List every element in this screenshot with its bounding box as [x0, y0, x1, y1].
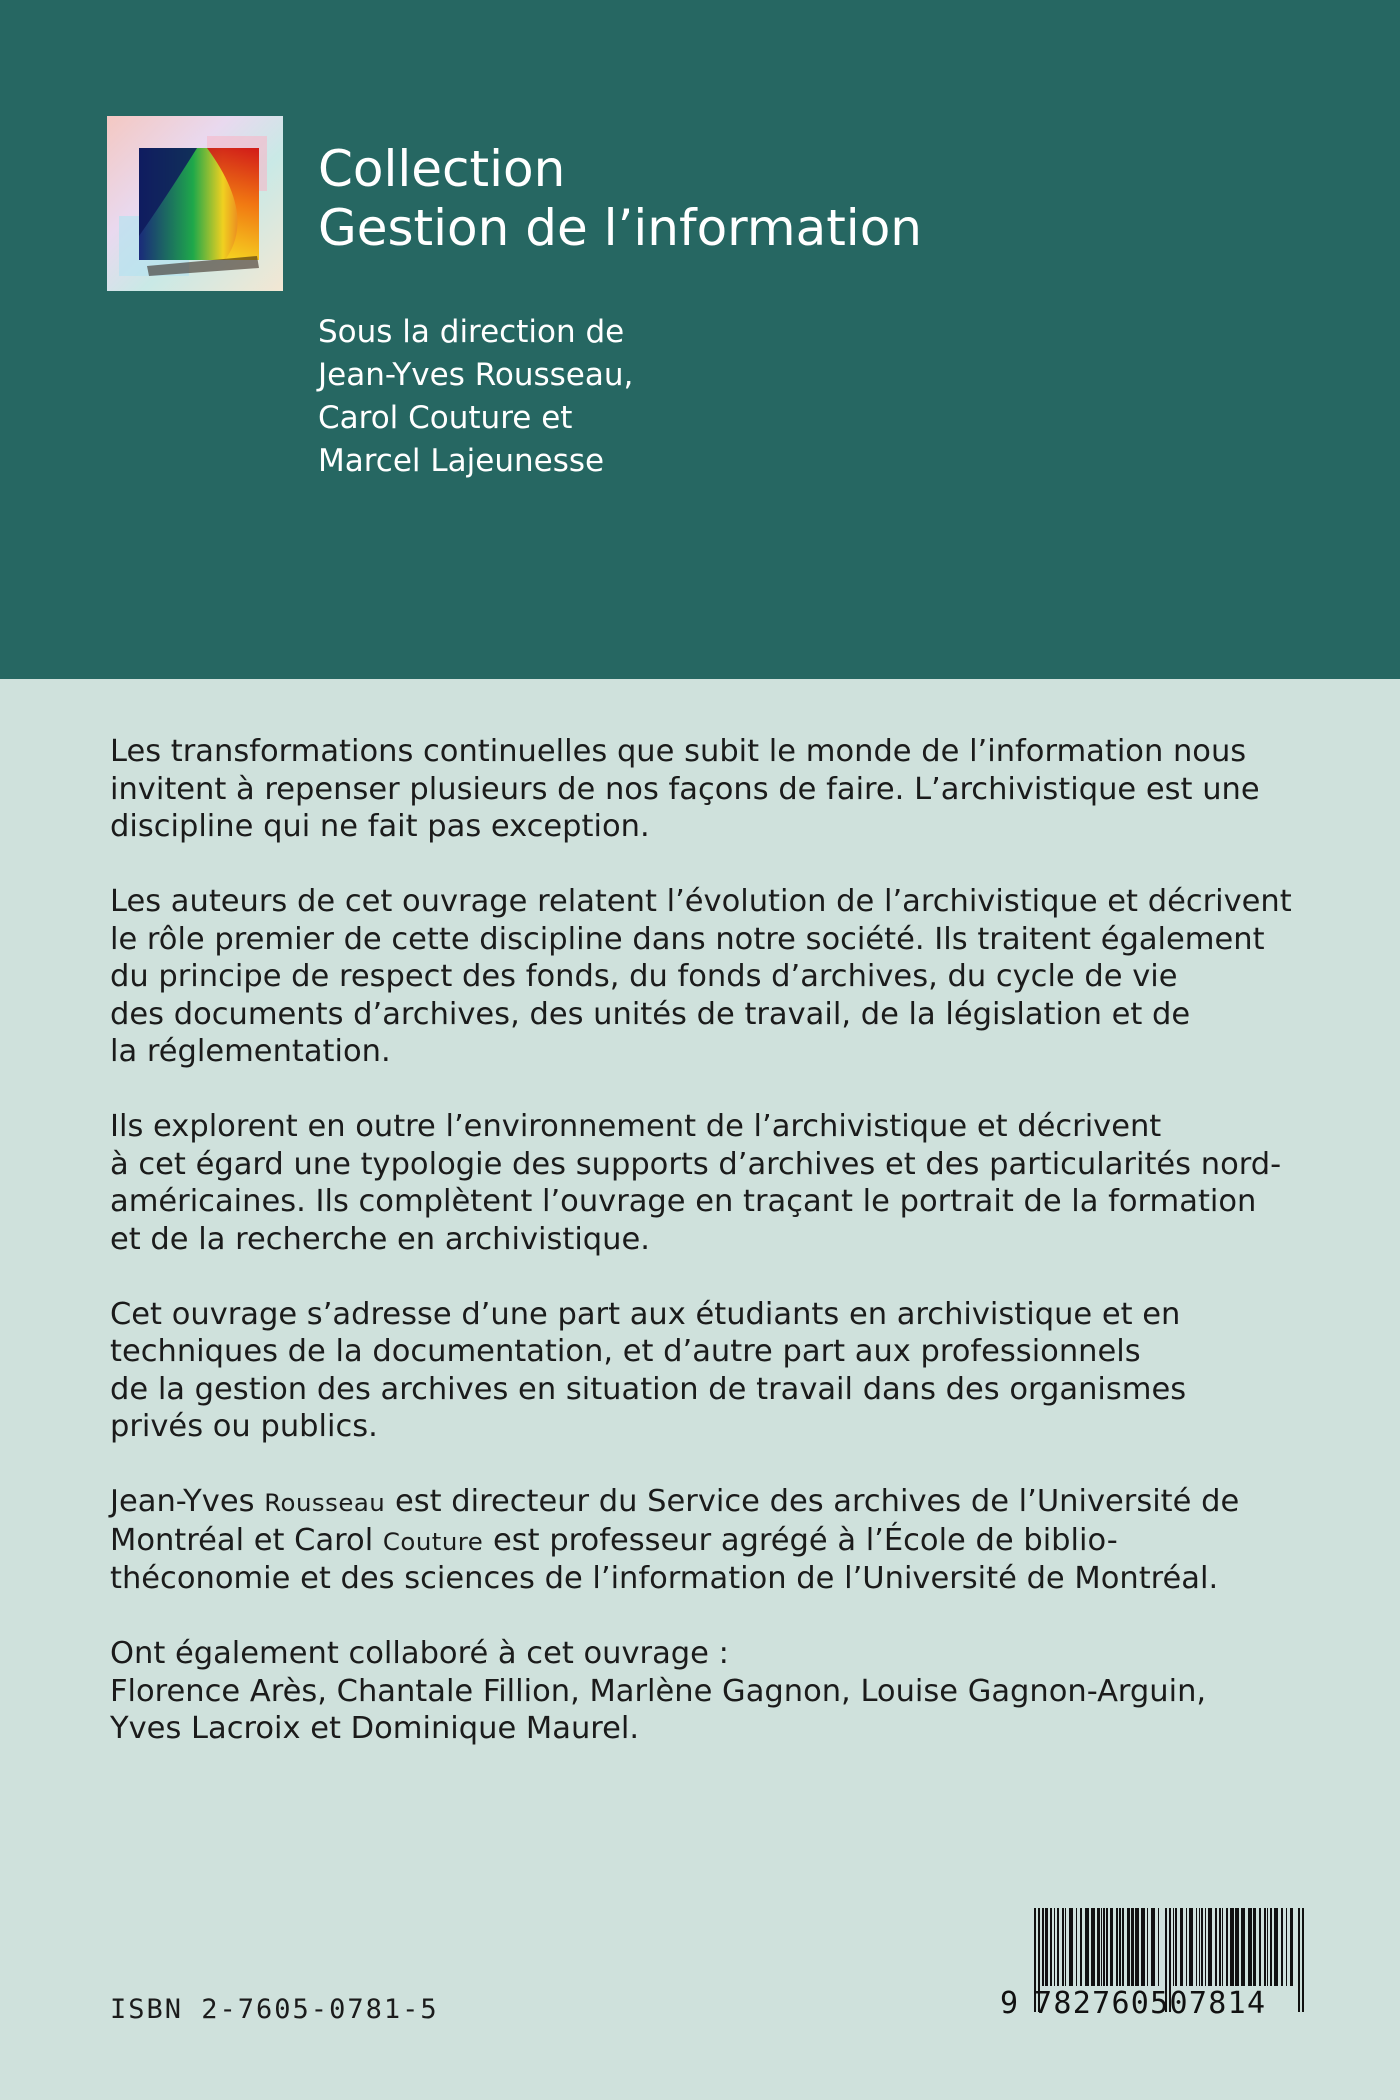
barcode-bar: [1267, 1908, 1268, 1986]
text-line: invitent à repenser plusieurs de nos façons de faire. L’archivistique est une: [110, 771, 1260, 807]
paragraph-content: [110, 883, 1302, 1071]
barcode-bar: [1180, 1908, 1183, 1986]
text-line: [110, 1522, 1302, 1561]
barcode-bar: [1054, 1908, 1055, 1986]
text-line: discipline qui ne fait pas exception.: [110, 809, 650, 844]
barcode-bar: [1253, 1908, 1256, 1986]
text-line: américaines. Ils complètent l’ouvrage en traçant le portrait de la formation: [110, 1184, 1257, 1219]
barcode-bar: [1222, 1908, 1223, 1986]
barcode-bar: [1201, 1908, 1203, 1986]
barcode-bar: [1050, 1908, 1052, 1986]
paragraph-collaborators: [110, 1635, 1302, 1748]
author-surname: Couture: [382, 1526, 484, 1556]
collection-title: [318, 140, 922, 258]
barcode-bar: [1057, 1908, 1059, 1986]
barcode-number: 782760507814: [1034, 1986, 1267, 2021]
barcode-bar: [1062, 1908, 1064, 1986]
barcode-bar: [1141, 1908, 1145, 1986]
barcode-bar: [1106, 1908, 1108, 1986]
text-line: théconomie et des sciences de l’information de l’Université de Montréal.: [110, 1561, 1219, 1596]
collection-logo: [107, 116, 283, 291]
barcode-bar: [1101, 1908, 1102, 1986]
directors-line: Sous la direction de: [318, 314, 625, 350]
barcode-bar: [1199, 1908, 1200, 1986]
barcode-bar: [1248, 1908, 1252, 1986]
barcode-bar: [1158, 1908, 1159, 1986]
text-line: techniques de la documentation, et d’autre part aux professionnels: [110, 1334, 1141, 1369]
text-line: privés ou publics.: [110, 1409, 378, 1444]
text-line: la réglementation.: [110, 1034, 391, 1069]
barcode-bar: [1205, 1908, 1206, 1986]
text-run: est professeur agrégé à l’École de biblio-: [483, 1522, 1118, 1558]
barcode-bar: [1215, 1908, 1217, 1986]
barcode-bar: [1219, 1908, 1221, 1986]
barcode-bar: [1281, 1908, 1283, 1986]
barcode-bar: [1076, 1908, 1077, 1986]
directors-block: [318, 311, 633, 483]
paragraph-audience: [110, 1296, 1302, 1446]
isbn-number: ISBN 2-7605-0781-5: [110, 1994, 439, 2025]
barcode-bar: [1264, 1908, 1266, 1986]
barcode-bar: [1274, 1908, 1278, 1986]
barcode-guard-bar: [1302, 1908, 1304, 2012]
barcode-bar: [1186, 1908, 1187, 1986]
text-line: de la gestion des archives en situation de travail dans des organismes: [110, 1371, 1187, 1407]
barcode-bar: [1151, 1908, 1155, 1986]
text-line: Les transformations continuelles que subit le monde de l’information nous: [110, 734, 1247, 769]
barcode-bar: [1116, 1908, 1118, 1986]
paragraph-authors: [110, 1483, 1302, 1598]
barcode-bar: [1241, 1908, 1245, 1986]
barcode-bar: [1069, 1908, 1073, 1986]
barcode-bar: [1226, 1908, 1228, 1986]
barcode-bar: [1230, 1908, 1234, 1986]
barcode-bar: [1147, 1908, 1148, 1986]
directors-line: Carol Couture et: [318, 400, 573, 436]
text-line: des documents d’archives, des unités de travail, de la législation et de: [110, 996, 1191, 1032]
barcode-bar: [1065, 1908, 1066, 1986]
barcode-bar: [1189, 1908, 1193, 1986]
text-line: Les auteurs de cet ouvrage relatent l’évolution de l’archivistique et décrivent: [110, 884, 1292, 919]
paragraph-environment: [110, 1108, 1302, 1258]
text-line: le rôle premier de cette discipline dans notre société. Ils traitent également: [110, 921, 1265, 957]
text-line: Ont également collaboré à cet ouvrage :: [110, 1636, 729, 1671]
barcode-bar: [1290, 1908, 1293, 1986]
text-run: Montréal et Carol: [110, 1522, 383, 1558]
barcode-bar: [1175, 1908, 1177, 1986]
barcode-bar: [1208, 1908, 1212, 1986]
barcode-first-digit: 9: [1000, 1986, 1019, 2021]
barcode-bar: [1103, 1908, 1105, 1986]
barcode-bar: [1235, 1908, 1239, 1986]
back-cover-text: [110, 733, 1302, 1748]
text-run: Jean-Yves: [110, 1484, 265, 1519]
barcode-bar: [1286, 1908, 1287, 1986]
barcode-bar: [1196, 1908, 1197, 1986]
text-line: Yves Lacroix et Dominique Maurel.: [110, 1711, 640, 1746]
author-surname: Rousseau: [264, 1488, 386, 1517]
barcode-bar: [1122, 1908, 1124, 1986]
barcode-bar: [1097, 1908, 1100, 1986]
barcode-bar: [1135, 1908, 1139, 1986]
barcode-bar: [1091, 1908, 1095, 1986]
text-line: Cet ouvrage s’adresse d’une part aux étudiants en archivistique et en: [110, 1296, 1181, 1332]
barcode-bar: [1085, 1908, 1089, 1986]
text-line: du principe de respect des fonds, du fonds d’archives, du cycle de vie: [110, 959, 1178, 994]
collection-title-line2: Gestion de l’information: [318, 199, 922, 257]
barcode-bar: [1131, 1908, 1134, 1986]
text-line: et de la recherche en archivistique.: [110, 1221, 650, 1257]
text-line: à cet égard une typologie des supports d’archives et des particularités nord-: [110, 1146, 1282, 1182]
barcode-bar: [1110, 1908, 1113, 1986]
barcode-bar: [1127, 1908, 1130, 1986]
barcode-bar: [1270, 1908, 1272, 1986]
text-line: [110, 1483, 1302, 1522]
barcode-bar: [1042, 1908, 1044, 1986]
barcode-bar: [1080, 1908, 1082, 1986]
directors-line: Marcel Lajeunesse: [318, 443, 605, 479]
text-run: est directeur du Service des archives de l’Université de: [385, 1484, 1240, 1519]
barcode-bar: [1259, 1908, 1261, 1986]
barcode-bar: [1045, 1908, 1048, 1986]
paragraph-intro: [110, 733, 1302, 846]
text-line: Ils explorent en outre l’environnement de l’archivistique et décrivent: [110, 1109, 1162, 1144]
barcode-bar: [1173, 1908, 1174, 1986]
directors-line: Jean-Yves Rousseau,: [318, 357, 634, 393]
text-line: Florence Arès, Chantale Fillion, Marlène Gagnon, Louise Gagnon-Arguin,: [110, 1673, 1207, 1709]
barcode-bar: [1119, 1908, 1121, 1986]
barcode-guard-bar: [1298, 1908, 1300, 2012]
collection-title-line1: Collection: [318, 140, 566, 198]
header-band: [0, 0, 1400, 679]
